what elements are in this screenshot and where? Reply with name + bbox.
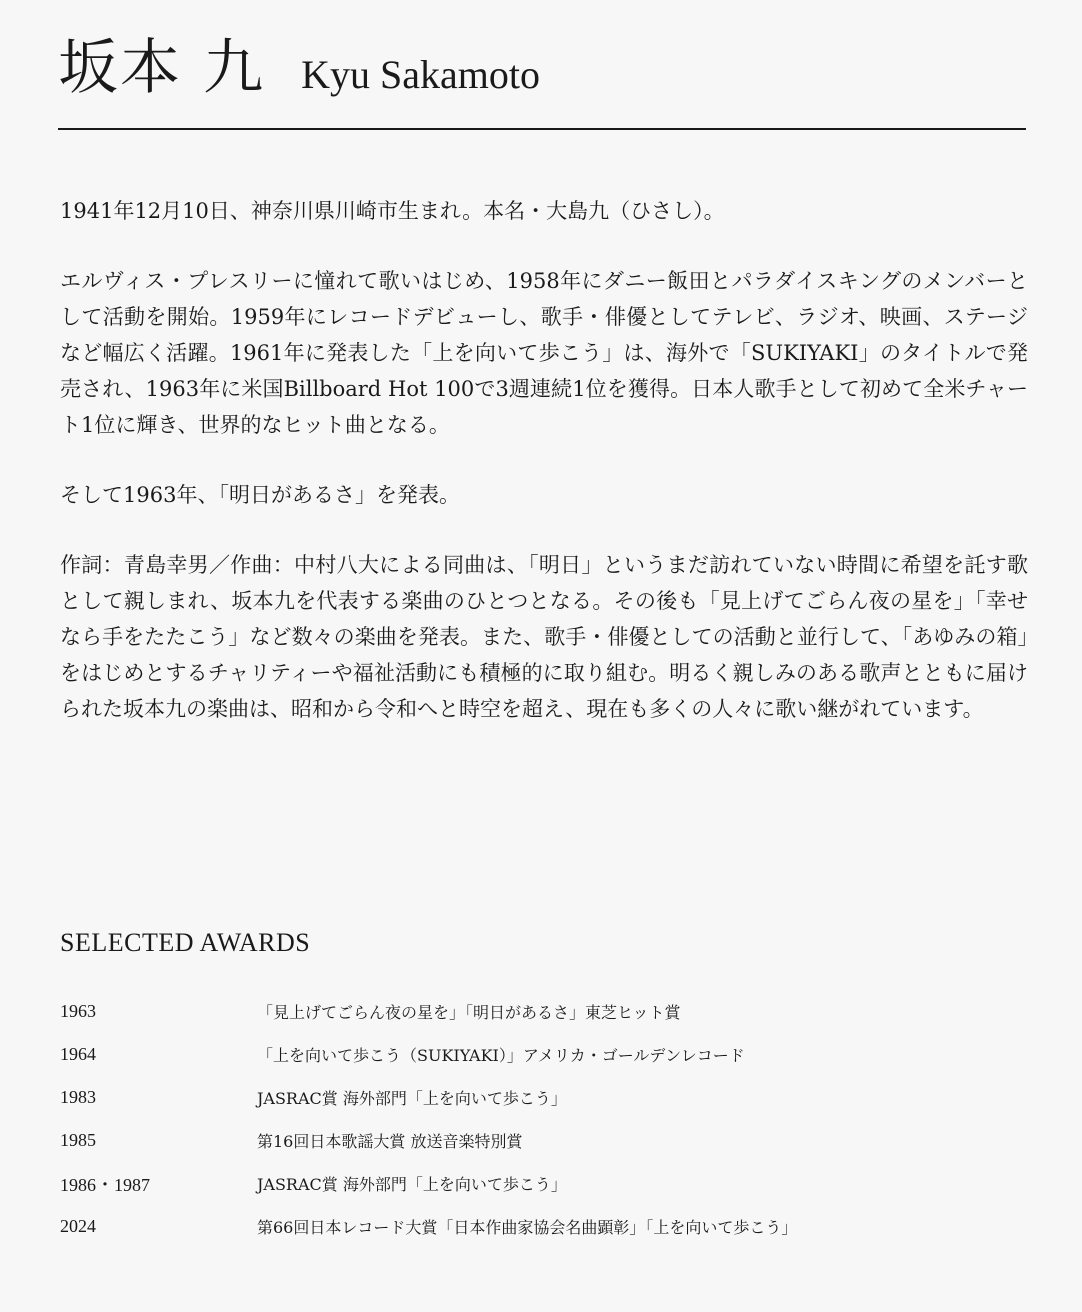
award-description: 第16回日本歌謡大賞 放送音楽特別賞	[257, 1132, 523, 1151]
award-description: 第66回日本レコード大賞「日本作曲家協会名曲顕彰」「上を向いて歩こう」	[257, 1218, 798, 1237]
award-year: 1985	[60, 1130, 96, 1150]
award-row	[60, 1119, 1028, 1162]
award-description: JASRAC賞 海外部門「上を向いて歩こう」	[257, 1175, 567, 1194]
header-divider	[58, 128, 1026, 130]
page-header	[58, 30, 1026, 106]
award-row	[60, 1205, 1028, 1248]
artist-name-english: Kyu Sakamoto	[301, 52, 540, 97]
award-row	[60, 1076, 1028, 1119]
bio-paragraph-legacy: 作詞：青島幸男／作曲：中村八大による同曲は、「明日」というまだ訪れていない時間に希望を託す歌として親しまれ、坂本九を代表する楽曲のひとつとなる。その後も「見上げてごらん夜の星を」「幸せなら手をたたこう」など数々の楽曲を発表。また、歌手・俳優としての活動と並行して、「あゆみの箱」をはじめとするチャリティーや福祉活動にも積極的に取り組む。明るく親しみのある歌声とともに届けられた坂本九の楽曲は、昭和から令和へと時空を超え、現在も多くの人々に歌い継がれています。	[60, 553, 1028, 721]
award-row	[60, 990, 1028, 1033]
award-description: 「見上げてごらん夜の星を」「明日があるさ」東芝ヒット賞	[257, 1003, 681, 1022]
artist-name-japanese: 坂本 九	[58, 33, 266, 103]
bio-paragraph-1963: そして1963年、「明日があるさ」を発表。	[60, 483, 460, 507]
bio-paragraph-career: エルヴィス・プレスリーに憧れて歌いはじめ、1958年にダニー飯田とパラダイスキングのメンバーとして活動を開始。1959年にレコードデビューし、歌手・俳優としてテレビ、ラジオ、映画、ステージなど幅広く活躍。1961年に発表した「上を向いて歩こう」は、海外で「SUKIYAKI」のタイトルで発売され、1963年に米国Billboard Hot 100で3週連続1位を獲得。日本人歌手として初めて全米チャート1位に輝き、世界的なヒット曲となる。	[60, 269, 1028, 437]
biography	[60, 193, 1028, 761]
award-row	[60, 1162, 1028, 1205]
award-year: 1963	[60, 1001, 96, 1021]
award-year: 1983	[60, 1087, 96, 1107]
award-description: 「上を向いて歩こう（SUKIYAKI）」アメリカ・ゴールデンレコード	[257, 1046, 745, 1065]
awards-list	[60, 990, 1028, 1248]
awards-heading: SELECTED AWARDS	[60, 928, 311, 957]
award-year: 2024	[60, 1216, 96, 1236]
award-year: 1964	[60, 1044, 96, 1064]
award-year: 1986・1987	[60, 1174, 150, 1195]
award-row	[60, 1033, 1028, 1076]
bio-paragraph-birth: 1941年12月10日、神奈川県川崎市生まれ。本名・大島九（ひさし）。	[60, 199, 725, 223]
award-description: JASRAC賞 海外部門「上を向いて歩こう」	[257, 1089, 567, 1108]
